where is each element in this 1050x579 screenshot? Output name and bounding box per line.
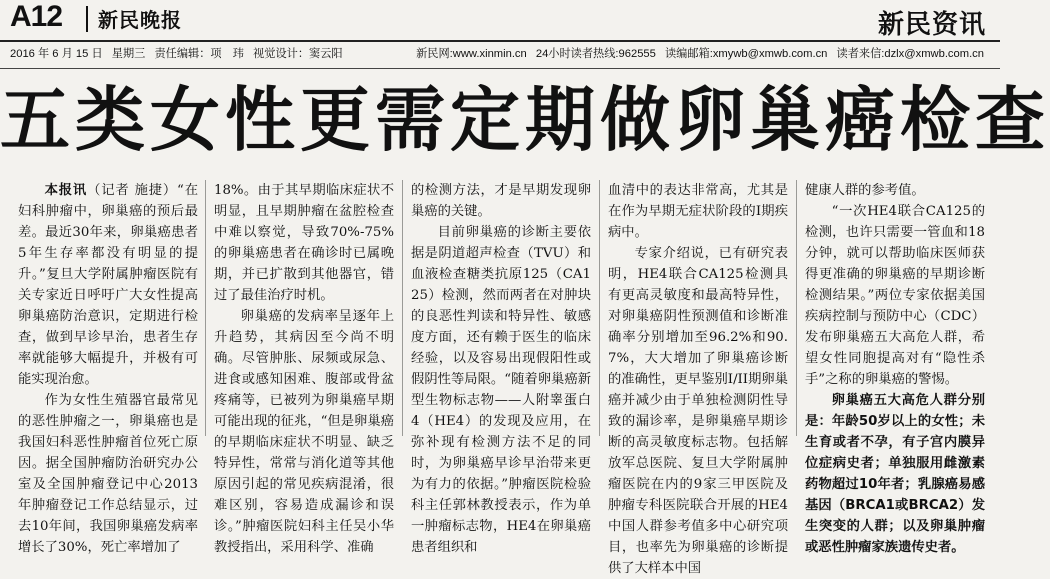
website-text: 新民网:www.xinmin.cn	[416, 48, 527, 60]
article-column-3	[411, 180, 591, 555]
letters-text: 读者来信:dzlx@xmwb.com.cn	[836, 48, 984, 60]
info-line	[0, 40, 1000, 69]
article-column-2	[214, 180, 394, 555]
article-headline: 五类女性更需定期做卵巢癌检查	[0, 79, 1050, 161]
hotline-text: 24小时读者热线:962555	[535, 48, 656, 60]
newspaper-logo: 新民晚报	[98, 8, 182, 32]
paragraph: 目前卵巢癌的诊断主要依据是阴道超声检查（TVU）和血液检查糖类抗原125（CA125）检测，然而两者在对肿块的良恶性判读和特异性、敏感度方面，还有赖于医生的临床经验，以及容易出现假阳性或假阴性等局限。“随着卵巢癌新型生物标志物——人附睾蛋白4（HE4）的发现及应用，在弥补现有检测方法不足的同时，为卵巢癌早诊早治带来更为有力的依据。”肿瘤医院检验科主任郭林教授表示，作为单一肿瘤标志物，HE4在卵巢癌患者组织和	[411, 225, 591, 555]
email-text: 读编邮箱:xmywb@xmwb.com.cn	[664, 48, 828, 60]
column-divider	[796, 180, 797, 436]
paragraph: “一次HE4联合CA125的检测，也许只需要一管血和18分钟，就可以帮助临床医师获得更准确的卵巢癌的早期诊断检测结果。”两位专家依据美国疾病控制与预防中心（CDC）发布卵巢癌五大高危人群，希望女性同胞提高对有“隐性杀手”之称的卵巢癌的警惕。	[805, 204, 985, 387]
paragraph: 作为女性生殖器官最常见的恶性肿瘤之一，卵巢癌也是我国妇科恶性肿瘤首位死亡原因。据全国肿瘤防治研究办公室及全国肿瘤登记中心2013年肿瘤登记工作总结显示，过去10年间，我国卵巢癌发病率增长了30%，死亡率增加了	[18, 393, 198, 555]
page-number: A12	[10, 0, 63, 33]
column-divider	[599, 180, 600, 436]
paragraph: 18%。由于其早期临床症状不明显，且早期肿瘤在盆腔检查中难以察觉，导致70%-75%的卵巢癌患者在确诊时已属晚期，并已扩散到其他器官，错过了最佳治疗时机。	[214, 183, 394, 303]
paragraph: 健康人群的参考值。	[805, 183, 925, 198]
section-title: 新民资讯	[877, 10, 986, 40]
high-risk-groups-text: 卵巢癌五大高危人群分别是：年龄50岁以上的女性；未生育或者不孕，有子宫内膜异位症病史者；单独服用雌激素药物超过10年者；乳腺癌易感基因（BRCA1或BRCA2）发生突变的人群；以及卵巢肿瘤或恶性肿瘤家族遗传史者。	[805, 393, 985, 555]
editor-credit: 责任编辑：项 玮	[154, 48, 244, 60]
paragraph: （记者 施捷）“在妇科肿瘤中，卵巢癌的预后最差。最近30年来，卵巢癌患者5年生存率都没有明显的提升。”复旦大学附属肿瘤医院有关专家近日呼吁广大女性提高卵巢癌防治意识，定期进行检查，做到早诊早治，患者生存率就能够大幅提升，并极有可能实现治愈。	[18, 183, 199, 387]
designer-credit: 视觉设计：窦云阳	[253, 48, 343, 60]
column-divider	[402, 180, 403, 436]
dateline: 本报讯	[44, 183, 88, 198]
column-divider	[205, 180, 206, 436]
paragraph: 的检测方法，才是早期发现卵巢癌的关键。	[411, 183, 591, 219]
masthead-divider	[86, 6, 88, 32]
issue-date: 2016 年 6 月 15 日	[10, 48, 103, 60]
paragraph: 血清中的表达非常高，尤其是在作为早期无症状阶段的I期疾病中。	[608, 183, 788, 240]
article-body	[18, 180, 988, 576]
masthead	[0, 0, 1000, 40]
article-column-5	[805, 180, 985, 555]
paragraph: 卵巢癌的发病率呈逐年上升趋势，其病因至今尚不明确。尽管肿胀、尿频或尿急、进食或感知困难、腹部或骨盆疼痛等，已被列为卵巢癌早期可能出现的征兆，“但是卵巢癌的早期临床症状不明显、缺乏特异性，常常与消化道等其他原因引起的常见疾病混淆，很难区别，容易造成漏诊和误诊。”肿瘤医院妇科主任吴小华教授指出，采用科学、准确	[214, 309, 394, 555]
issue-weekday: 星期三	[111, 48, 146, 60]
paragraph: 专家介绍说，已有研究表明，HE4联合CA125检测具有更高灵敏度和最高特异性，对卵巢癌阴性预测值和诊断准确率分别增加至96.2%和90.7%，大大增加了卵巢癌诊断的准确性，更早鉴别I/II期卵巢癌并减少由于单独检测阴性导致的漏诊率，是卵巢癌早期诊断的高灵敏度标志物。包括解放军总医院、复旦大学附属肿瘤医院在内的9家三甲医院及肿瘤专科医院联合开展的HE4中国人群参考值多中心研究项目，也率先为卵巢癌的诊断提供了大样本中国	[608, 246, 788, 576]
article-column-1	[18, 180, 199, 555]
article-column-4	[608, 180, 788, 576]
